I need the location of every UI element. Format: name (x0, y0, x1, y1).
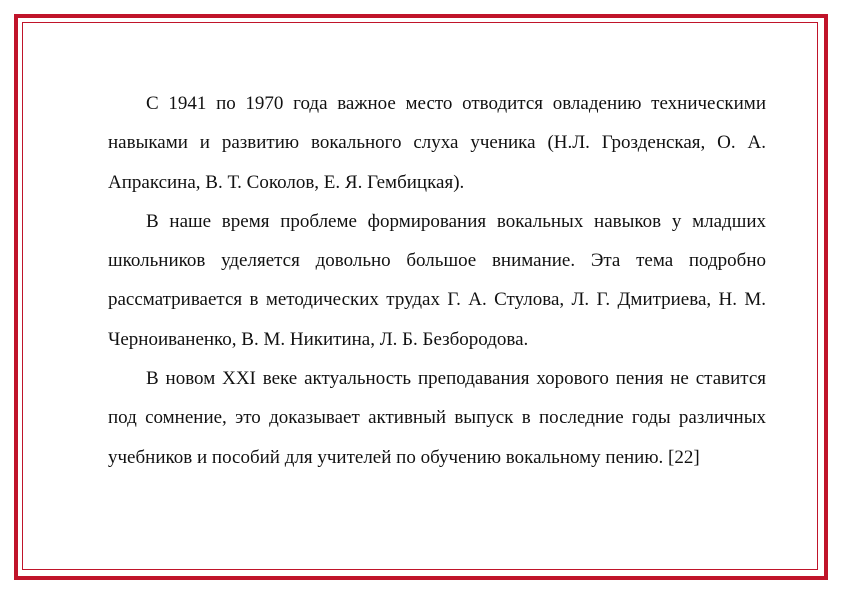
paragraph-2: В наше время проблеме формирования вокальных навыков у младших школьников уделяется довольно большое внимание. Эта тема подробно рассматривается в методических трудах Г. А. Стулова, Л. Г. Дмитриева, Н. М. Черноиваненко, В. М. Никитина, Л. Б. Безбородова. (108, 210, 766, 350)
paragraph-3: В новом XXI веке актуальность преподавания хорового пения не ставится под сомнение, это доказывает активный выпуск в последние годы различных учебников и пособий для учителей по обучению вокальному пению. [22] (108, 368, 766, 468)
body-text (108, 84, 766, 477)
paragraph-1: С 1941 по 1970 года важное место отводится овладению техническими навыками и развитию вокального слуха ученика (Н.Л. Грозденская, О. А. Апраксина, В. Т. Соколов, Е. Я. Гембицкая). (108, 93, 766, 193)
